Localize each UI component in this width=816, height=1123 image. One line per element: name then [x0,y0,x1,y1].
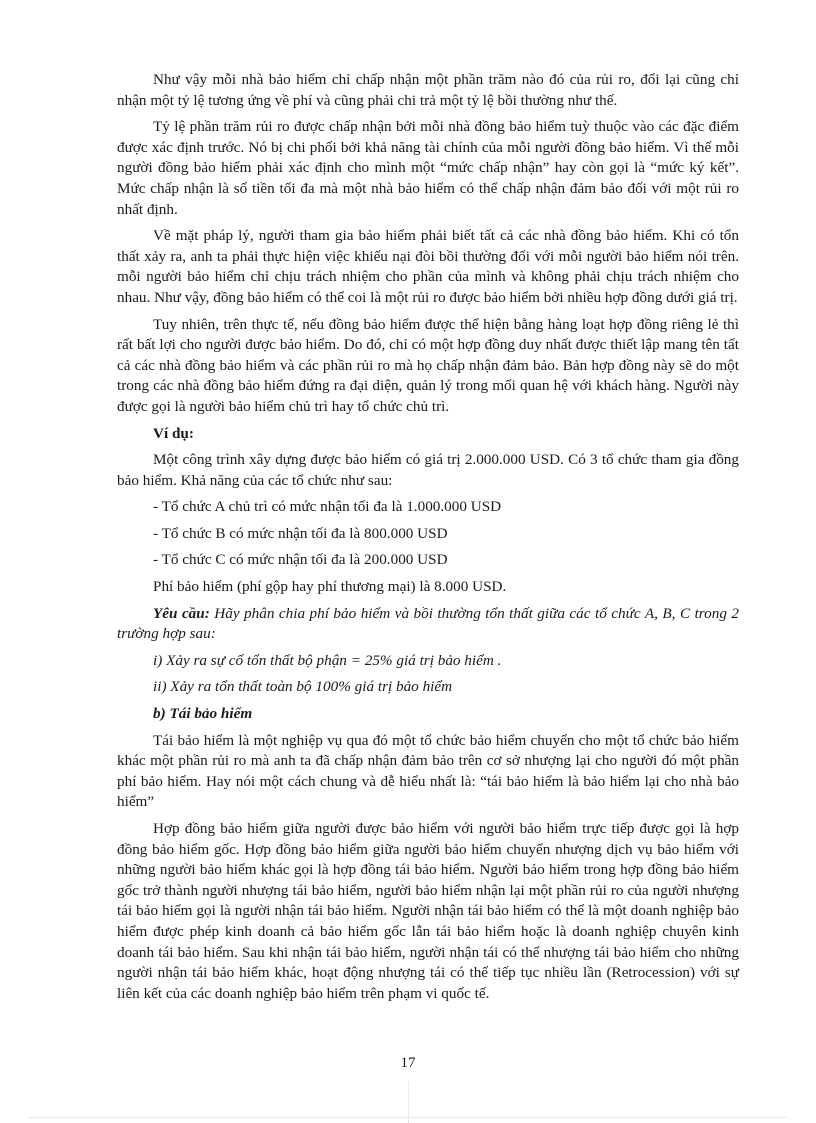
list-item-b: - Tổ chức B có mức nhận tối đa là 800.000 USD [153,524,448,542]
list-item-a: - Tổ chức A chủ trì có mức nhận tối đa là 1.000.000 USD [153,498,502,516]
premium-line: Phí bảo hiểm (phí gộp hay phí thương mại) là 8.000 USD. [153,578,507,596]
paragraph-acceptance-level: Tỷ lệ phần trăm rủi ro được chấp nhận bởi mỗi nhà đồng bảo hiểm tuỳ thuộc vào các đặc điểm được xác định trước. Nó bị chi phối bởi khả năng tài chính của mỗi người đồng bảo hiểm. Vì thế mỗi người đồng bảo hiểm phải xác định cho mình một “mức chấp nhận” hay còn gọi là “mức ký kết”. Mức chấp nhận là số tiền tối đa mà một nhà bảo hiểm có thể chấp nhận đảm bảo đối với một rủi ro nhất định. [117,118,739,218]
page-body [117,70,739,1010]
case-2: ii) Xảy ra tổn thất toàn bộ 100% giá trị bảo hiểm [153,678,453,696]
page-number: 17 [400,1055,416,1071]
paragraph-lead-insurer: Tuy nhiên, trên thực tế, nếu đồng bảo hiểm được thể hiện bằng hàng loạt hợp đồng riêng lẻ thì rất bất lợi cho người được bảo hiểm. Do đó, chỉ có một hợp đồng duy nhất được thiết lập mang tên tất cả các nhà đồng bảo hiểm và các phần rủi ro mà họ chấp nhận đảm bảo. Bản hợp đồng này sẽ do một trong các nhà đồng bảo hiểm đứng ra đại diện, quản lý trong mối quan hệ với khách hàng. Người này được gọi là người bảo hiểm chủ trì hay tổ chức chủ trì. [117,315,739,415]
paragraph-example: Một công trình xây dựng được bảo hiểm có giá trị 2.000.000 USD. Có 3 tổ chức tham gia đồng bảo hiểm. Khả năng của các tổ chức như sau: [117,451,739,489]
paragraph-reinsurance-definition: Tái bảo hiểm là một nghiệp vụ qua đó một tổ chức bảo hiểm chuyển cho một tổ chức bảo hiểm khác một phần rủi ro mà anh ta đã chấp nhận đảm bảo trên cơ sở nhượng lại cho người đó một phần phí bảo hiểm. Hay nói một cách chung và dễ hiểu nhất là: “tái bảo hiểm là bảo hiểm lại cho nhà bảo hiểm” [117,731,739,811]
paragraph-reinsurance-contract: Hợp đồng bảo hiểm giữa người được bảo hiểm với người bảo hiểm trực tiếp được gọi là hợp đồng bảo hiểm gốc. Hợp đồng bảo hiểm giữa người bảo hiểm chuyển nhượng dịch vụ bảo hiểm với những người bảo hiểm khác gọi là hợp đồng tái bảo hiểm. Người bảo hiểm trong hợp đồng bảo hiểm gốc trở thành người nhượng tái bảo hiểm, người bảo hiểm nhận lại một phần rủi ro của người nhượng tái bảo hiểm gọi là người nhận tái bảo hiểm. Người nhận tái bảo hiểm có thể là một doanh nghiệp bảo hiểm được phép kinh doanh cả bảo hiểm gốc lẫn tái bảo hiểm hoặc là doanh nghiệp chuyên kinh doanh tái bảo hiểm. Sau khi nhận tái bảo hiểm, người nhận tái có thể nhượng tái bảo hiểm cho những người nhận tái bảo hiểm khác, hoạt động nhượng tái có thể tiếp tục nhiều lần (Retrocession) với sự liên kết của các doanh nghiệp bảo hiểm trên phạm vi quốc tế. [117,820,739,1002]
example-heading: Ví dụ: [153,424,194,442]
case-1: i) Xảy ra sự cố tổn thất bộ phận = 25% giá trị bảo hiểm . [153,651,502,669]
section-heading-reinsurance: b) Tái bảo hiểm [153,705,253,723]
requirement-paragraph [117,604,739,645]
list-item-c: - Tổ chức C có mức nhận tối đa là 200.000 USD [153,551,448,569]
paragraph-share-of-risk: Như vậy mỗi nhà bảo hiểm chỉ chấp nhận một phần trăm nào đó của rủi ro, đổi lại cũng chỉ nhận một tỷ lệ tương ứng về phí và cũng phải chi trả một tỷ lệ bồi thường như thế. [117,71,739,109]
requirement-text: Hãy phân chia phí bảo hiểm và bồi thường tổn thất giữa các tổ chức A, B, C trong 2 trường hợp sau: [117,604,739,643]
page-bottom-rule [28,1117,788,1118]
requirement-label: Yêu cầu: [153,604,210,622]
paragraph-legal-aspect: Về mặt pháp lý, người tham gia bảo hiểm phải biết tất cả các nhà đồng bảo hiểm. Khi có tổn thất xảy ra, anh ta phải thực hiện việc khiếu nại đòi bồi thường đối với mỗi người bảo hiểm nói trên. mỗi người bảo hiểm chỉ chịu trách nhiệm cho phần của mình và không phải chịu trách nhiệm cho nhau. Như vậy, đồng bảo hiểm có thể coi là một rủi ro được bảo hiểm bởi nhiều hợp đồng dưới giá trị. [117,227,739,306]
